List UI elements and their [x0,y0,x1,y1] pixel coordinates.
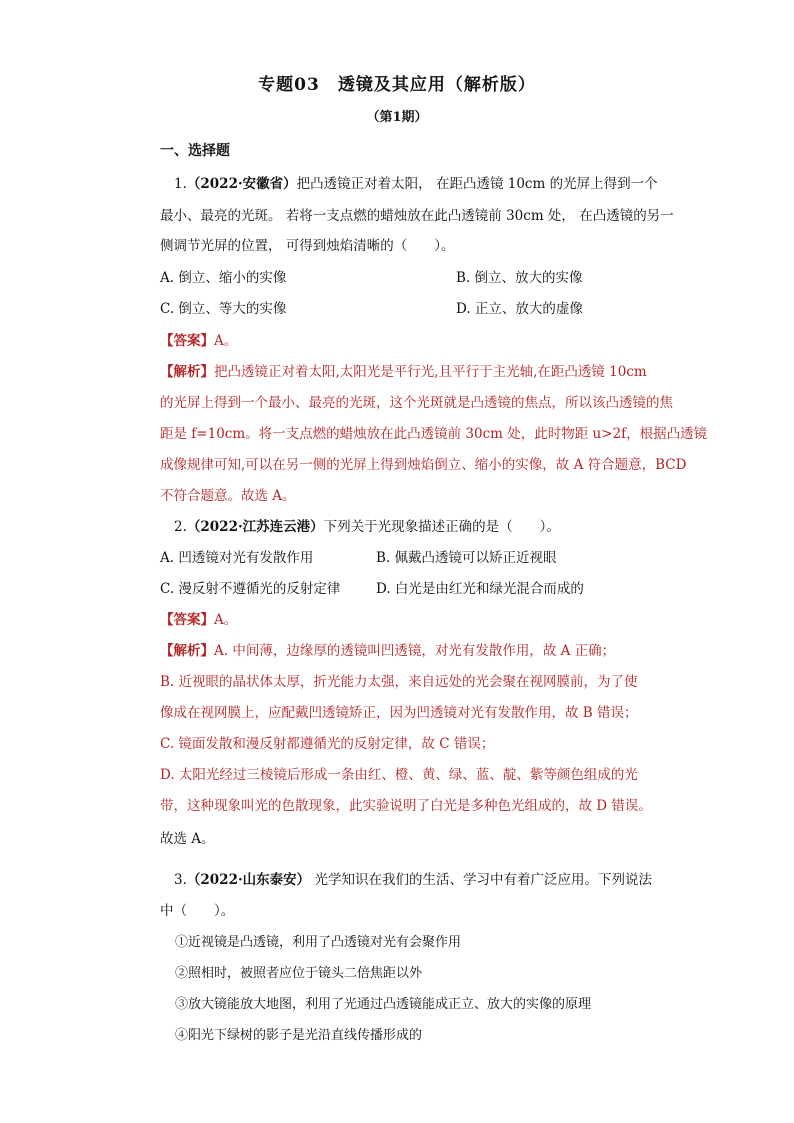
q1-option-b: B. 倒立、放大的实像 [456,270,583,286]
q3-statement-1: ①近视镜是凸透镜，利用了凸透镜对光有会聚作用 [175,935,462,950]
q3-stem-text-1: 光学知识在我们的生活、学习中有着广泛应用。下列说法 [310,872,652,888]
q1-analysis-line-1 [160,360,660,380]
q1-analysis-line-3: 距是 f=10cm。将一支点燃的蜡烛放在此凸透镜前 30cm 处，此时物距 u>2f，根据凸透镜 [160,426,708,442]
q1-analysis-line-2: 的光屏上得到一个最小、最亮的光斑，这个光斑就是凸透镜的焦点，所以该凸透镜的焦 [160,395,673,411]
q2-option-d: D. 白光是由红光和绿光混合而成的 [376,581,584,597]
q2-answer [160,608,660,628]
q2-analysis-line-3: 像成在视网膜上，应配戴凹透镜矫正，因为凹透镜对光有发散作用，故 B 错误； [160,705,638,721]
q1-analysis-text-1: 把凸透镜正对着太阳,太阳光是平行光,且平行于主光轴,在距凸透镜 10cm [214,364,647,380]
q2-options-row-1 [160,546,660,566]
q1-analysis-line-4: 成像规律可知,可以在另一侧的光屏上得到烛焰倒立、缩小的实像，故 A 符合题意，BCD [160,457,687,473]
q2-analysis-tag: 【解析】 [160,643,214,659]
q1-options-row-2 [160,297,660,317]
q3-source: （2022·山东泰安） [186,872,311,888]
q2-analysis-line-4: C. 镜面发散和漫反射都遵循光的反射定律，故 C 错误； [160,736,495,752]
q2-answer-tag: 【答案】 [160,612,214,628]
q1-analysis-tag: 【解析】 [160,364,214,380]
q2-number: 2. [174,519,187,535]
q1-option-d: D. 正立、放大的虚像 [456,301,583,317]
q1-options-row-1 [160,266,660,286]
q2-stem-line [160,515,660,535]
q2-analysis-line-6: 带，这种现象叫光的色散现象，此实验说明了白光是多种色光组成的，故 D 错误。 [160,798,652,814]
q3-number: 3. [174,872,187,888]
q2-analysis-text-1: A. 中间薄，边缘厚的透镜叫凹透镜，对光有发散作用，故 A 正确； [214,643,616,659]
section-heading: 一、选择题 [160,143,230,159]
q3-stem-line-2: 中（ ）。 [160,903,235,919]
q1-stem-line-1 [160,172,660,192]
q1-stem-line-2: 最小、最亮的光斑。 若将一支点燃的蜡烛放在此凸透镜前 30cm 处， 在凸透镜的另一 [160,208,674,224]
document-title: 专题03 透镜及其应用（解析版） [258,75,536,95]
q1-source: （2022·安徽省） [186,176,297,192]
q2-analysis-line-2: B. 近视眼的晶状体太厚，折光能力太强，来自远处的光会聚在视网膜前，为了使 [160,674,638,690]
q1-answer [160,329,660,349]
q1-number: 1. [174,176,187,192]
q1-stem-text-1: 把凸透镜正对着太阳， 在距凸透镜 10cm 的光屏上得到一个 [296,176,658,192]
q2-analysis-line-1 [160,639,660,659]
q1-answer-value: A。 [214,333,238,349]
q1-answer-tag: 【答案】 [160,333,214,349]
q1-analysis-line-5: 不符合题意。故选 A。 [160,488,296,504]
q2-option-c: C. 漫反射不遵循光的反射定律 [160,581,341,597]
q1-option-c: C. 倒立、等大的实像 [160,301,287,317]
q2-answer-value: A。 [214,612,238,628]
q2-source: （2022·江苏连云港） [186,519,324,535]
q1-stem-line-3: 侧调节光屏的位置， 可得到烛焰清晰的（ ）。 [160,238,455,254]
q2-conclusion: 故选 A。 [160,831,215,847]
q1-option-a: A. 倒立、缩小的实像 [160,270,287,286]
q2-analysis-line-5: D. 太阳光经过三棱镜后形成一条由红、橙、黄、绿、蓝、靛、紫等颜色组成的光 [160,767,638,783]
q2-options-row-2 [160,577,660,597]
q2-stem-text: 下列关于光现象描述正确的是（ ）。 [323,519,560,535]
q3-statement-4: ④阳光下绿树的影子是光沿直线传播形成的 [175,1028,423,1043]
document-subtitle: （第1期） [366,110,428,125]
q3-statement-2: ②照相时，被照者应位于镜头二倍焦距以外 [175,966,423,981]
q3-stem-line-1 [160,868,660,888]
q2-option-a: A. 凹透镜对光有发散作用 [160,550,314,566]
q2-option-b: B. 佩戴凸透镜可以矫正近视眼 [376,550,557,566]
q3-statement-3: ③放大镜能放大地图，利用了光通过凸透镜能成正立、放大的实像的原理 [175,997,592,1012]
